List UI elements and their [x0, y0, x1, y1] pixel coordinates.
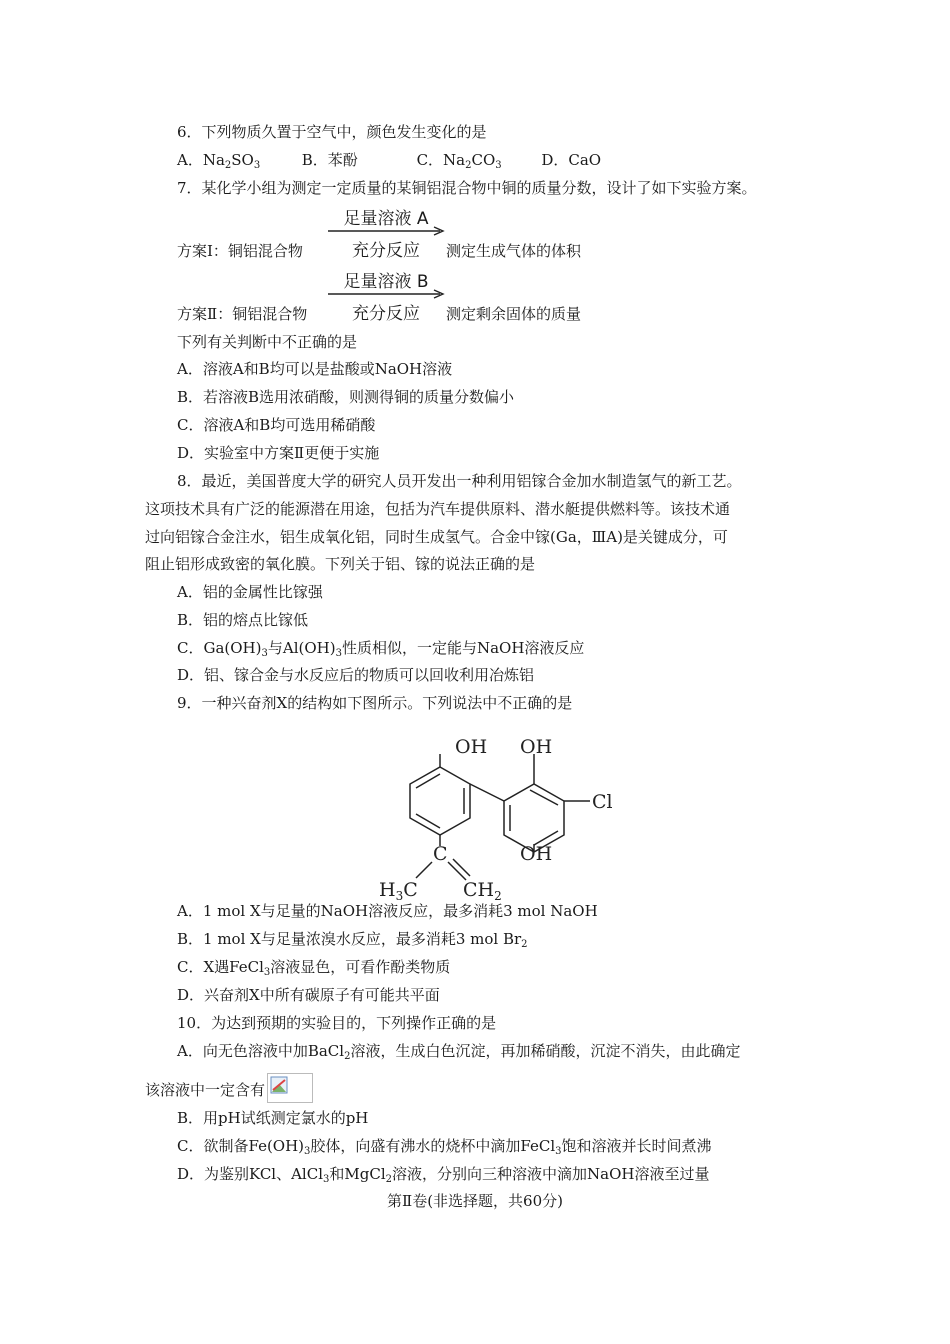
q7-plan1-result: 测定生成气体的体积 — [446, 242, 582, 260]
q7-stem: 7．某化学小组为测定一定质量的某铜铝混合物中铜的质量分数，设计了如下实验方案。 — [177, 179, 757, 197]
q9-option-d: D．兴奋剂X中所有碳原子有可能共平面 — [177, 986, 440, 1004]
q6-options — [177, 149, 601, 171]
q8-line1: 8．最近，美国普度大学的研究人员开发出一种利用铝镓合金加水制造氢气的新工艺。 — [177, 472, 742, 490]
q7-plan2-arrow — [326, 267, 446, 327]
q6-option-a: A．$Na_2SO_3$ — [177, 151, 261, 171]
q10-option-a-line2: 该溶液中一定含有 — [145, 1073, 313, 1103]
q10-option-a-line1: A．向无色溶液中加BaCl$_2$溶液，生成白色沉淀，再加稀硝酸，沉淀不消失，由此确定 — [177, 1042, 741, 1062]
q9-stem: 9．一种兴奋剂X的结构如下图所示。下列说法中不正确的是 — [177, 694, 573, 712]
structure-ch2: $CH_2$ — [463, 879, 502, 903]
q10-stem: 10．为达到预期的实验目的，下列操作正确的是 — [177, 1014, 497, 1032]
q6-option-b: B．苯酚 — [301, 151, 358, 169]
section-ii-heading: 第Ⅱ卷(非选择题，共60分) — [387, 1192, 563, 1210]
reaction-arrow-icon — [326, 226, 446, 236]
q8-line3: 过向铝镓合金注水，铝生成氧化铝，同时生成氢气。合金中镓(Ga，ⅢA)是关键成分，可 — [145, 528, 728, 546]
q9-option-c: C．X遇FeCl$_3$溶液显色，可看作酚类物质 — [177, 958, 451, 978]
q8-option-c: C．$Ga(OH)_3$与$Al(OH)_3$性质相似，一定能与NaOH溶液反应 — [177, 639, 585, 659]
q7-plan1-arrow — [326, 204, 446, 264]
q6-option-c: C．$Na_2CO_3$ — [416, 151, 502, 171]
q7-plan2-result: 测定剩余固体的质量 — [446, 305, 582, 323]
q9-structure-diagram — [360, 728, 660, 908]
q7-plan1-label: 方案Ⅰ：铜铝混合物 — [177, 242, 303, 260]
q7-option-b: B．若溶液B选用浓硝酸，则测得铜的质量分数偏小 — [177, 388, 515, 406]
q10-option-d: D．为鉴别KCl、AlCl$_3$和MgCl$_2$溶液，分别向三种溶液中滴加NaOH溶液至过量 — [177, 1165, 710, 1185]
structure-oh-left: OH — [455, 736, 488, 758]
q7-option-c: C．溶液A和B均可选用稀硝酸 — [177, 416, 376, 434]
q8-option-b: B．铝的熔点比镓低 — [177, 611, 309, 629]
q7-plan2-reagent: 足量溶液 B — [343, 272, 429, 292]
q7-plan2-label: 方案Ⅱ：铜铝混合物 — [177, 305, 308, 323]
structure-cl: Cl — [592, 791, 613, 813]
q10-option-c: C．欲制备$Fe(OH)_3$胶体，向盛有沸水的烧杯中滴加FeCl$_3$饱和溶液并长时间煮沸 — [177, 1137, 712, 1157]
q7-option-a: A．溶液A和B均可以是盐酸或NaOH溶液 — [177, 360, 453, 378]
broken-image-icon — [267, 1073, 313, 1103]
q9-option-b: B．1 mol X与足量浓溴水反应，最多消耗3 mol $Br_2$ — [177, 930, 528, 950]
structure-oh-right: OH — [520, 736, 553, 758]
reaction-arrow-icon — [326, 289, 446, 299]
q6-stem: 6．下列物质久置于空气中，颜色发生变化的是 — [177, 123, 487, 141]
q7-option-d: D．实验室中方案Ⅱ更便于实施 — [177, 444, 380, 462]
q7-ask: 下列有关判断中不正确的是 — [177, 333, 358, 351]
q9-option-a: A．1 mol X与足量的NaOH溶液反应，最多消耗3 mol NaOH — [177, 902, 598, 920]
q7-plan1-condition: 充分反应 — [352, 241, 420, 261]
q8-option-d: D．铝、镓合金与水反应后的物质可以回收利用冶炼铝 — [177, 666, 535, 684]
structure-oh-bottom: OH — [520, 843, 553, 865]
q7-plan2-condition: 充分反应 — [352, 304, 420, 324]
q8-line4: 阻止铝形成致密的氧化膜。下列关于铝、镓的说法正确的是 — [145, 555, 536, 573]
q6-option-d: D．CaO — [541, 151, 602, 169]
structure-c: C — [433, 843, 448, 865]
structure-h3c: $H_3C$ — [379, 879, 418, 903]
q10-option-b: B．用pH试纸测定氯水的pH — [177, 1109, 369, 1127]
q7-plan1-reagent: 足量溶液 A — [343, 209, 429, 229]
q8-option-a: A．铝的金属性比镓强 — [177, 583, 323, 601]
q8-line2: 这项技术具有广泛的能源潜在用途，包括为汽车提供原料、潜水艇提供燃料等。该技术通 — [145, 500, 731, 518]
